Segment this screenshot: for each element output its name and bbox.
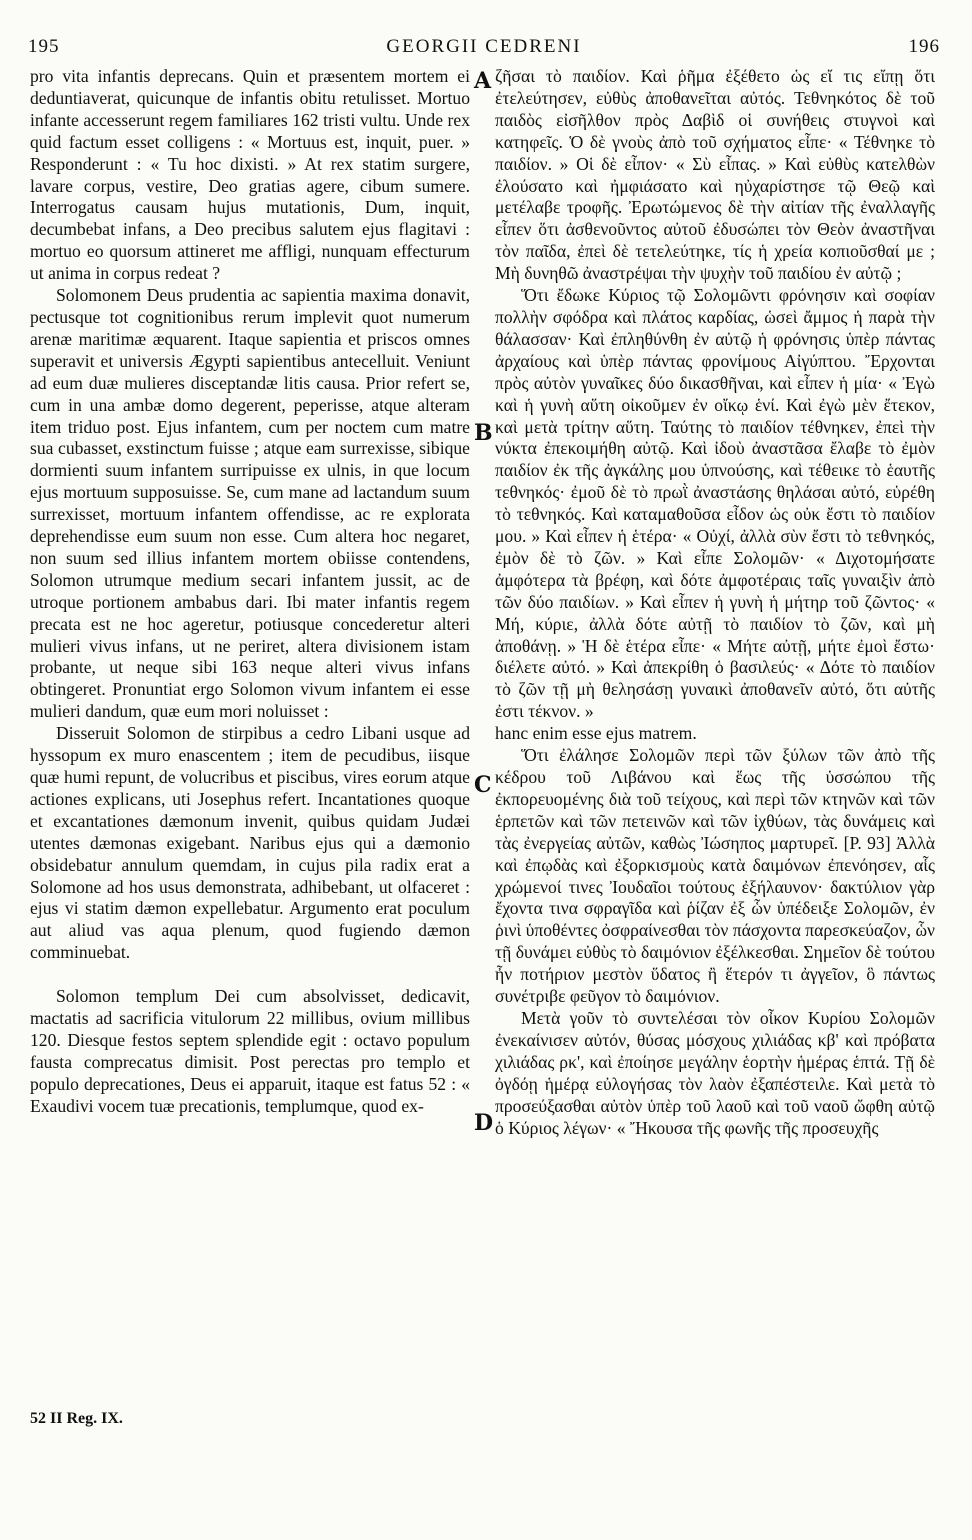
section-marker-d: D: [474, 1110, 494, 1136]
greek-column: [495, 66, 935, 1139]
greek-paragraph: ζῆσαι τὸ παιδίον. Καὶ ῥῆμα ἐξέθετο ὡς εἴ τις εἴπῃ ὅτι ἐτελεύτησεν, εὐθὺς ἀποθανεῖται αὐτός. Τεθνηκότος δὲ τοῦ παιδὸς εἰσῆλθον πρὸς Δαβὶδ οἱ συνήθεις στυγνοὶ καὶ κατηφεῖς. Ὁ δὲ γνοὺς ἀπὸ τοῦ σχήματος εἶπε· « Τέθνηκε τὸ παιδίον. » Οἱ δὲ εἶπον· « Σὺ εἶπας. » Καὶ εὐθὺς κατελθὼν ἐλούσατο καὶ ἠμφιάσατο καὶ ηὐχαρίστησε τῷ Θεῷ καὶ μετέλαβε τροφῆς. Ἐρωτώμενος δὲ τὴν αἰτίαν τῆς ἐναλλαγῆς εἶπεν ὅτι ἀσθενοῦντος αὐτοῦ ἐδυσώπει τὸν Θεὸν ἀναστῆναι τὸν παῖδα, ἐπεὶ δὲ τετελεύτηκε, τίς ἡ χρεία κοπιοῦσθαί με ; Μὴ δυνηθῶ ἀναστρέψαι τὴν ψυχὴν τοῦ παιδίου ἐν αὐτῷ ;: [495, 66, 935, 284]
section-marker-b: B: [474, 420, 493, 446]
latin-paragraph: pro vita infantis deprecans. Quin et præsentem mortem ei deduntiaverat, quicunque de infantis obitu retulisset. Mortuo infante accesserunt regem familiares 162 tristi vultu. Unde rex quid factum esset colligens : « Mortuus est, inquit, puer. » Responderunt : « Tu hoc dixisti. » At rex statim surgere, lavare corpus, vestire, Deo gratias agere, cibum sumere. Interrogatus causam hujus mutationis, Dum, inquit, decumbebat infans, a Deo precibus salutem ejus flagitavi : mortuo eo quorsum attineret me affligi, nunquam effecturum ut anima in corpus redeat ?: [30, 66, 470, 284]
latin-continuation: hanc enim esse ejus matrem.: [495, 723, 697, 744]
latin-paragraph: Solomon templum Dei cum absolvisset, dedicavit, mactatis ad sacrificia vitulorum 22 millibus, ovium millibus 120. Diesque festos septem splendide egit : octavo populum fausta comprecatus dimisit. Post perectas pro templo et populo deprecationes, Deus ei apparuit, itaque est fatus 52 : « Exaudivi vocem tuæ precationis, templumque, quod ex-: [30, 986, 470, 1116]
greek-paragraph: Μετὰ γοῦν τὸ συντελέσαι τὸν οἶκον Κυρίου Σολομῶν ἐνεκαίνισεν αὐτόν, θύσας μόσχους χιλιάδας κβ' καὶ πρόβατα χιλιάδας ρκ', καὶ ἐποίησε μεγάλην ἑορτὴν ἡμέρας ἑπτά. Τῇ δὲ ὀγδόῃ ἡμέρᾳ εὐλογήσας τὸν λαὸν ἐξαπέστειλε. Καὶ μετὰ τὸ προσεύξασθαι αὐτὸν ὑπὲρ τοῦ λαοῦ καὶ τοῦ ναοῦ ὤφθη αὐτῷ ὁ Κύριος λέγων· « Ἤκουσα τῆς φωνῆς τῆς προσευχῆς: [495, 1007, 935, 1138]
section-marker-a: A: [474, 68, 492, 94]
section-marker-c: C: [474, 772, 492, 798]
footnote: 52 II Reg. IX.: [30, 1410, 123, 1427]
greek-paragraph: Ὅτι ἔδωκε Κύριος τῷ Σολομῶντι φρόνησιν καὶ σοφίαν πολλὴν σφόδρα καὶ πλάτος καρδίας, ὡσεὶ ἄμμος ἡ παρὰ τὴν θάλασσαν· Καὶ ἐπληθύνθη ἐν αὐτῷ ἡ φρόνησις ὑπὲρ πάντας ἀρχαίους καὶ ὑπὲρ πάντας φρονίμους Αἰγύπτου. Ἔρχονται πρὸς αὐτὸν γυναῖκες δύο δικασθῆναι, καὶ εἶπεν ἡ μία· « Ἐγὼ καὶ ἡ γυνὴ αὕτη οἰκοῦμεν ἐν οἴκῳ ἑνί. Καὶ ἐγὼ μὲν ἔτεκον, καὶ μετὰ τρίτην αὕτη. Ταύτης τὸ παιδίον τέθνηκεν, ἐπεὶ τὴν νύκτα ἐπεκοιμήθη αὐτῷ. Καὶ ἰδοὺ ἀναστᾶσα ἔλαβε τὸ ἐμὸν παιδίον ἐκ τῆς ἀγκάλης μου ὑπνούσης, καὶ τέθεικε τὸ ἑαυτῆς τεθνηκός· ἐμοῦ δὲ τὸ πρωῒ ἀναστάσης θηλάσαι αὐτό, εὑρέθη τὸ τεθνηκός. Καὶ καταμαθοῦσα εἶδον ὡς οὐκ ἔστι τὸ παιδίον μου. » Καὶ εἶπεν ἡ ἑτέρα· « Οὐχί, ἀλλὰ σὺν ἔστι τὸ τεθνηκός, ἐμὸν δὲ τὸ ζῶν. » Καὶ εἶπε Σολομῶν· « Διχοτομήσατε ἀμφότερα τὰ βρέφη, καὶ δότε ἀμφοτέραις ταῖς γυναιξὶν ἀπὸ τῶν δύο παιδίων. » Καὶ εἶπεν ἡ γυνὴ ἡ μήτηρ τοῦ ζῶντος· « Μή, κύριε, ἀλλὰ δότε αὐτῇ τὸ παιδίον τὸ ζῶν, καὶ μὴ ἀποθάνῃ. » Ἡ δὲ ἑτέρα εἶπε· « Μήτε αὐτῇ, μήτε ἐμοὶ ἔστω· διέλετε αὐτό. » Καὶ ἀπεκρίθη ὁ βασιλεύς· « Δότε τὸ παιδίον τὸ ζῶν τῇ μὴ θελησάσῃ γυναικὶ ἀποθανεῖν αὐτό, ὅτι αὐτῆς ἐστι τέκνον. »: [495, 285, 935, 722]
right-page-number: 196: [908, 36, 940, 57]
running-title: GEORGII CEDRENI: [386, 36, 582, 57]
running-header: [28, 30, 940, 62]
left-page-number: 195: [28, 36, 60, 57]
latin-paragraph: Solomonem Deus prudentia ac sapientia maxima donavit, pectusque tot cognitionibus rerum implevit quot numerum arenæ maritimæ æquarent. Itaque sapientia et priscos omnes superavit et universis Ægypti sapientibus antecelluit. Veniunt ad eum duæ mulieres disceptandæ litis causa. Prior refert se, cum in una ambæ domo degerent, peperisse, atque alteram item triduo post. Ejus infantem, cum per noctem cum matre sua cubasset, exstinctum fuisse ; atque eam surrexisse, sibique dormienti suum infantem surripuisse ex ulnis, in que locum ejus mortuum supposuisse. Se, cum mane ad lactandum suum surrexisset, mortuum infantem offendisse, ac re explorata deprehendisse eum suum non esse. Cum altera hoc negaret, non suum sed illius infantem mortem obiisse contendens, Solomon utrumque medium secari infantem jussit, ac de utroque portionem ambabus dari. Ibi mater infantis regem precata est ne hoc ageretur, potiusque concederetur alteri mulieri vivus infans, ut ne periret, altera divisionem istam probante, ut neque sibi 163 neque alteri vivus infans obtingeret. Pronuntiat ergo Solomon vivum infantem ei esse mulieri dandum, quæ eum mori noluisset :: [30, 285, 470, 722]
latin-column: [30, 66, 470, 1118]
greek-paragraph: Ὅτι ἐλάλησε Σολομῶν περὶ τῶν ξύλων τῶν ἀπὸ τῆς κέδρου τοῦ Λιβάνου καὶ ἕως τῆς ὑσσώπου τῆς ἐκπορευομένης διὰ τοῦ τείχους, καὶ περὶ τῶν κτηνῶν καὶ τῶν ἑρπετῶν καὶ τῶν πετεινῶν καὶ τῶν ἰχθύων, τὰς δυνάμεις καὶ τὰς ἐνεργείας αὐτῶν, καθὼς Ἰώσηπος μαρτυρεῖ. [P. 93] Ἀλλὰ καὶ ἐπῳδὰς καὶ ἐξορκισμοὺς κατὰ δαιμόνων ἐπενόησεν, αἷς χρώμενοί τινες Ἰουδαῖοι τούτους ἐξήλαυνον· δακτύλιον γὰρ ἔχοντα τινα σφραγῖδα καὶ ῥίζαν ἐξ ὧν ὑπέδειξε Σολομῶν, ἐν ῥινὶ ὑποθέντες ὀσφραίνεσθαι τὸν πάσχοντα παρεσκεύαζον, ὧν τῇ δυνάμει εὐθὺς τὸ δαιμόνιον ἐξέλκεσθαι. Σημεῖον δὲ τούτου ἦν ποτήριον μεστὸν ὕδατος ἢ ἕτερόν τι ἀγγεῖον, ὃ πάντως συνέτριβε φεῦγον τὸ δαιμόνιον.: [495, 745, 935, 1007]
latin-paragraph: Disseruit Solomon de stirpibus a cedro Libani usque ad hyssopum ex muro enascentem ; item de pecudibus, iisque quæ humi repunt, de volucribus et piscibus, vires eorum atque actiones explicans, uti Josephus refert. Incantationes quoque et excantationes dæmonum invenit, quibus quidam Judæi utentes dæmonas exigebant. Naribus ejus qui a dæmonio obsidebatur annulum quemdam, in cujus pila radix erat a Solomone ad hos usus demonstrata, adhibebant, ut olfaceret : ejus vi statim dæmon expellebatur. Argumento erat poculum aut aliud vas aqua plenum, quod fugiendo dæmon comminuebat.: [30, 723, 470, 963]
